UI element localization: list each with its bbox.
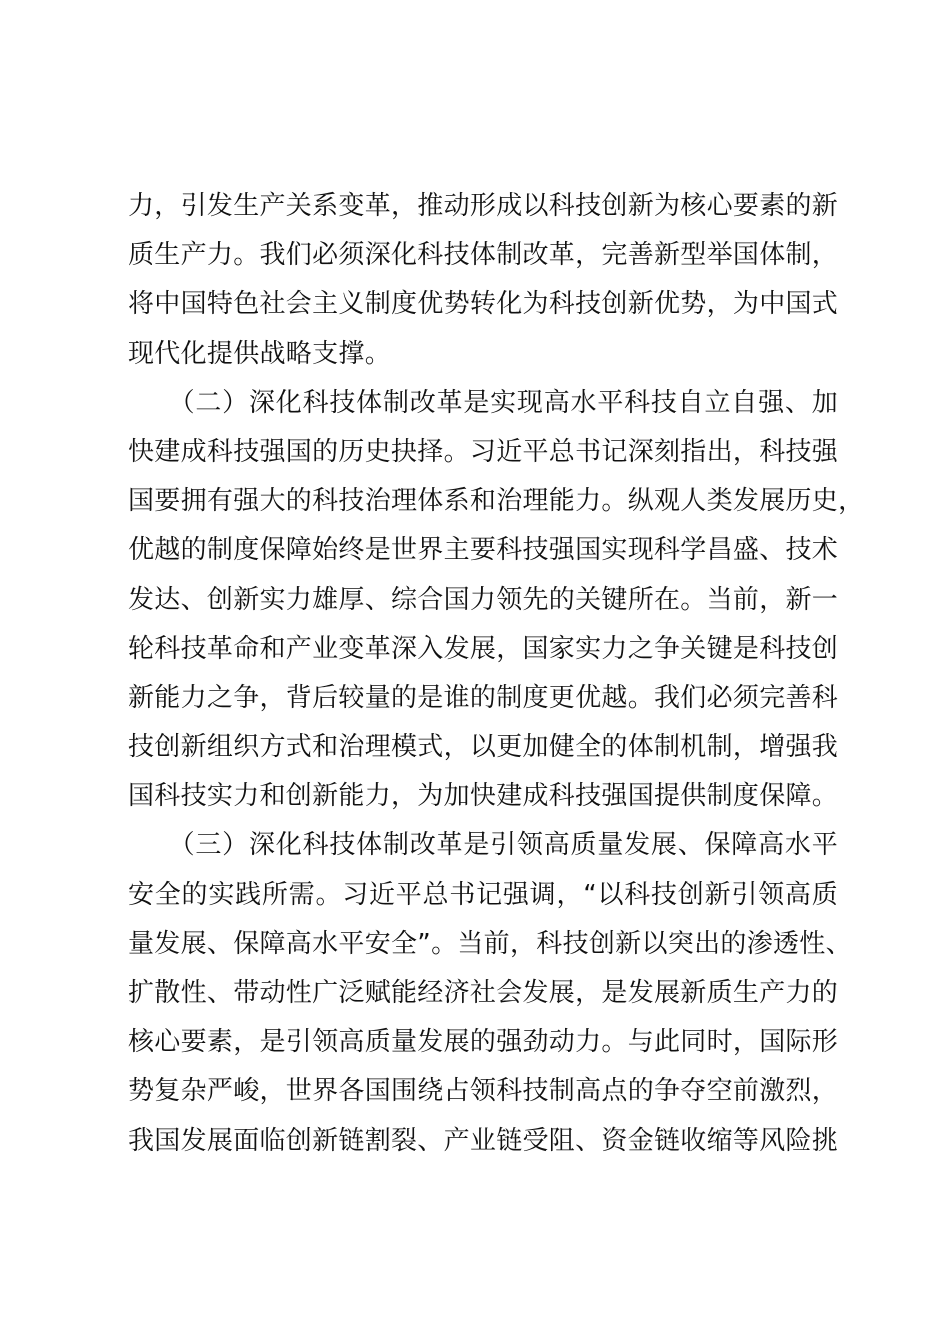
text-line: 安全的实践所需。习近平总书记强调，“以科技创新引领高质 <box>128 879 838 910</box>
text-line: 我国发展面临创新链割裂、产业链受阻、资金链收缩等风险挑 <box>128 1125 839 1156</box>
text-line: 扩散性、带动性广泛赋能经济社会发展，是发展新质生产力的 <box>128 978 839 1008</box>
text-line: 现代化提供战略支撑。 <box>128 338 392 369</box>
text-line: 质生产力。我们必须深化科技体制改革，完善新型举国体制， <box>128 240 839 271</box>
text-line: 将中国特色社会主义制度优势转化为科技创新优势，为中国式 <box>128 289 839 320</box>
text-line: 优越的制度保障始终是世界主要科技强国实现科学昌盛、技术 <box>128 535 839 566</box>
text-line: 国科技实力和创新能力，为加快建成科技强国提供制度保障。 <box>128 781 839 812</box>
body-text <box>128 182 865 1166</box>
text-line: 新能力之争，背后较量的是谁的制度更优越。我们必须完善科 <box>128 682 839 713</box>
text-line: 量发展、保障高水平安全”。当前，科技创新以突出的渗透性、 <box>128 928 852 959</box>
text-line: （二）深化科技体制改革是实现高水平科技自立自强、加 <box>128 387 838 418</box>
text-line: 轮科技革命和产业变革深入发展，国家实力之争关键是科技创 <box>128 633 839 664</box>
text-line: 技创新组织方式和治理模式，以更加健全的体制机制，增强我 <box>128 732 839 763</box>
text-line: 核心要素，是引领高质量发展的强劲动力。与此同时，国际形 <box>128 1027 839 1058</box>
text-line: 快建成科技强国的历史抉择。习近平总书记深刻指出，科技强 <box>128 436 839 467</box>
text-line: 力，引发生产关系变革，推动形成以科技创新为核心要素的新 <box>128 191 839 221</box>
text-line: 势复杂严峻，世界各国围绕占领科技制高点的争夺空前激烈， <box>128 1076 839 1107</box>
text-line: 发达、创新实力雄厚、综合国力领先的关键所在。当前，新一 <box>128 584 839 615</box>
text-line: （三）深化科技体制改革是引领高质量发展、保障高水平 <box>128 830 838 861</box>
text-line: 国要拥有强大的科技治理体系和治理能力。纵观人类发展历史， <box>128 486 865 517</box>
